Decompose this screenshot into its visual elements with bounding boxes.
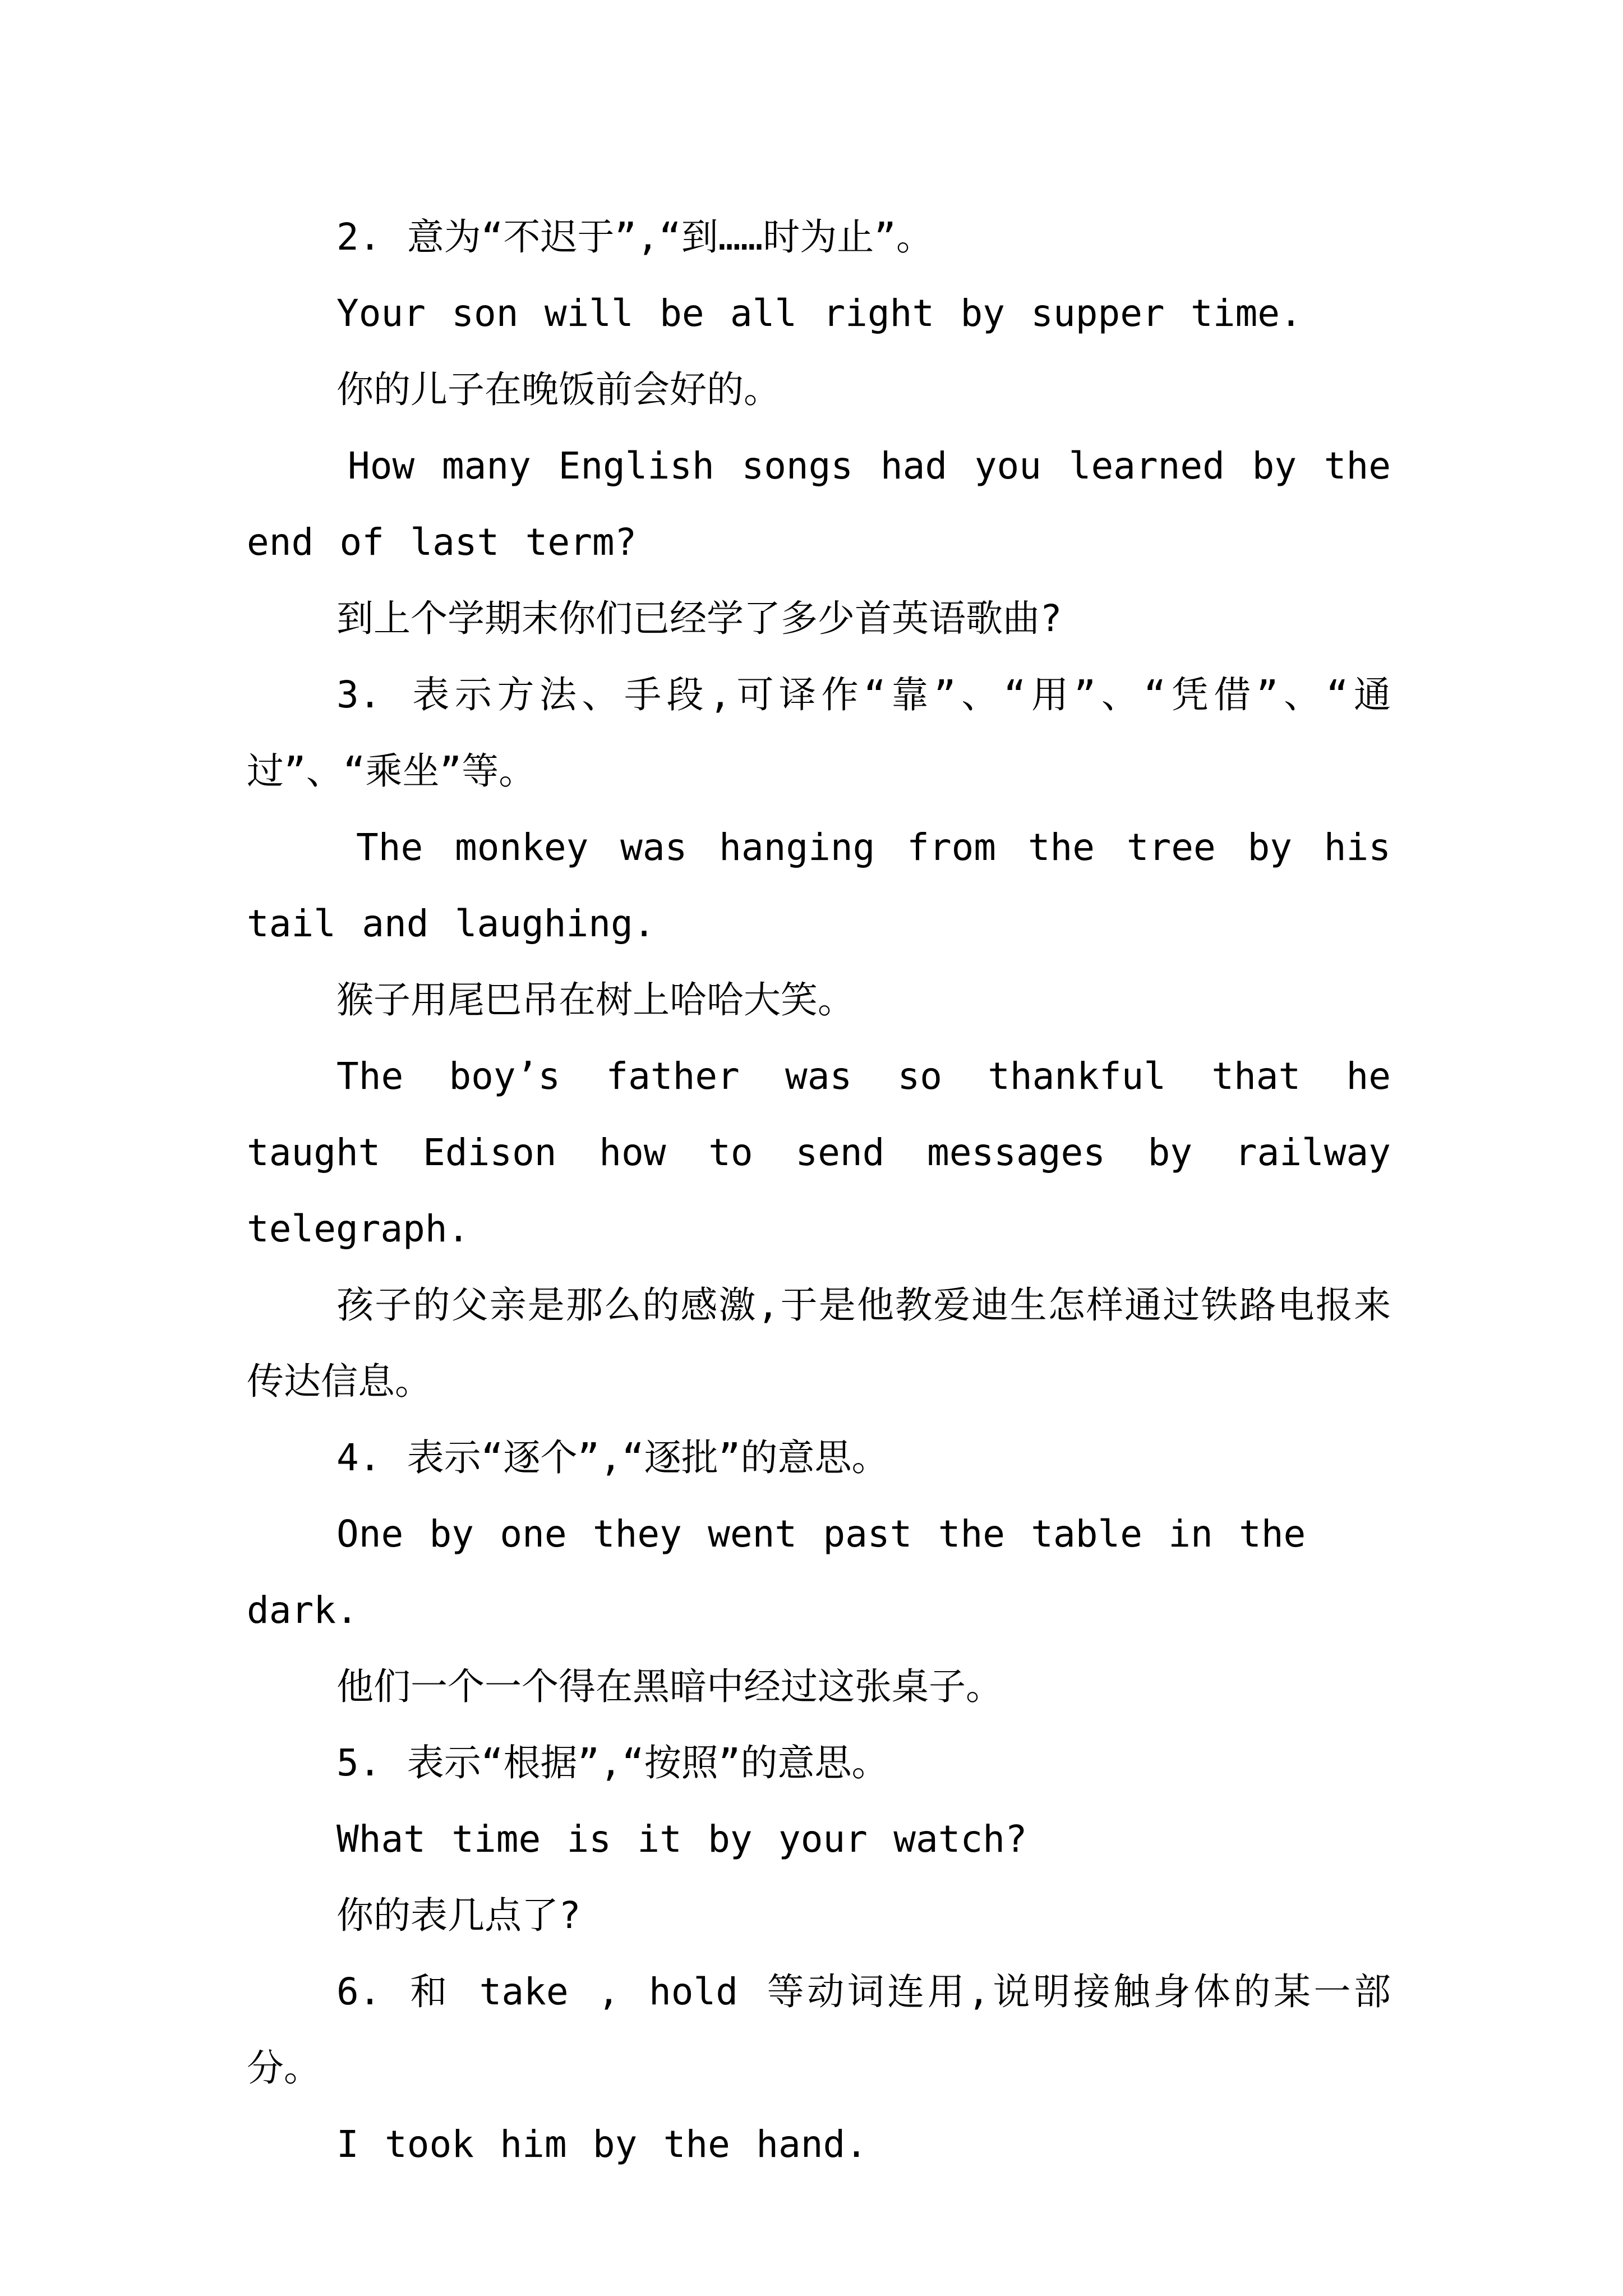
example-chinese: 他们一个一个得在黑暗中经过这张桌子。 (336, 1665, 1003, 1708)
example-chinese: 你的儿子在晚饭前会好的。 (336, 368, 781, 411)
paragraph-6-heading: 6. 和 take , hold 等动词连用,说明接触身体的某一部分。 (247, 1970, 1391, 2090)
paragraph-3-heading: 3. 表示方法、手段,可译作“靠”、“用”、“凭借”、“通过”、“乘坐”等。 (247, 673, 1391, 793)
example-english: Your son will be all right by supper time. (336, 292, 1302, 335)
example-english: How many English songs had you learned by the end of last term? (247, 444, 1391, 564)
example-english: I took him by the hand. (336, 2123, 868, 2166)
example-english: What time is it by your watch? (336, 1818, 1027, 1861)
example-english: One by one they went past the table in the dark. (247, 1512, 1306, 1632)
example-chinese: 你的表几点了? (336, 1894, 581, 1937)
example-chinese: 孩子的父亲是那么的感激,于是他教爱迪生怎样通过铁路电报来传达信息。 (247, 1283, 1391, 1403)
example-english: The boy’s father was so thankful that he taught Edison how to send messages by railway telegraph. (247, 1055, 1391, 1250)
example-chinese: 到上个学期末你们已经学了多少首英语歌曲? (336, 597, 1062, 640)
paragraph-4-heading: 4. 表示“逐个”,“逐批”的意思。 (336, 1436, 889, 1479)
example-english: The monkey was hanging from the tree by his tail and laughing. (247, 826, 1391, 945)
document-body (247, 199, 1391, 2183)
example-chinese: 猴子用尾巴吊在树上哈哈大笑。 (336, 978, 855, 1022)
paragraph-2-heading: 2. 意为“不迟于”,“到……时为止”。 (336, 215, 933, 259)
paragraph-5-heading: 5. 表示“根据”,“按照”的意思。 (336, 1741, 889, 1784)
